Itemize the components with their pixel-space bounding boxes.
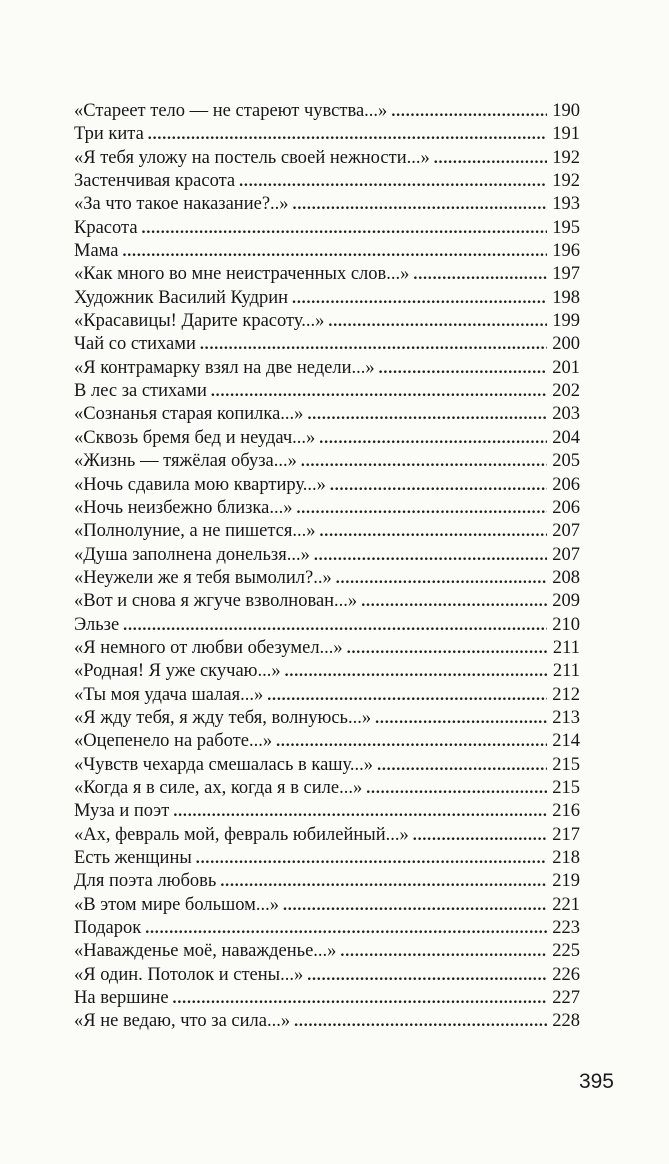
toc-entry-title: «Я контрамарку взял на две недели...» [74, 357, 375, 378]
toc-entry-title: Чай со стихами [74, 334, 196, 355]
toc-entry [74, 637, 580, 660]
toc-entry [74, 357, 580, 380]
toc-entry [74, 427, 580, 450]
toc-entry [74, 474, 580, 497]
page-number: 395 [578, 1070, 614, 1093]
toc-entry-page: 226 [552, 964, 580, 985]
toc-entry-page: 193 [552, 194, 580, 215]
dot-leader [336, 567, 547, 590]
toc-entry-page: 207 [552, 521, 580, 542]
dot-leader [294, 1010, 547, 1033]
toc-entry-page: 211 [552, 637, 580, 658]
toc-entry [74, 614, 580, 637]
dot-leader [391, 100, 547, 123]
toc-entry [74, 1010, 580, 1033]
toc-entry-page: 196 [552, 241, 580, 262]
dot-leader [330, 474, 547, 497]
dot-leader [413, 263, 547, 286]
toc-entry-title: «Красавицы! Дарите красоту...» [74, 311, 325, 332]
dot-leader [173, 800, 547, 823]
toc-entry-title: «Вот и снова я жгуче взволнован...» [74, 591, 358, 612]
toc-entry-title: Красота [74, 217, 138, 238]
toc-entry-page: 208 [552, 567, 580, 588]
toc-entry-title: «Родная! Я уже скучаю...» [74, 661, 281, 682]
toc-entry-page: 192 [552, 171, 580, 192]
toc-entry [74, 287, 580, 310]
toc-entry-title: Три кита [74, 124, 144, 145]
toc-entry-title: «Душа заполнена донельзя...» [74, 544, 310, 565]
toc-entry [74, 754, 580, 777]
toc-entry-title: «Когда я в силе, ах, когда я в силе...» [74, 777, 363, 798]
toc-entry [74, 380, 580, 403]
dot-leader [239, 170, 547, 193]
dot-leader [307, 964, 547, 987]
toc-entry-page: 201 [552, 357, 580, 378]
toc-entry-page: 211 [552, 661, 580, 682]
toc-entry-title: В лес за стихами [74, 381, 207, 402]
toc-entry [74, 940, 580, 963]
toc-entry-title: «Я жду тебя, я жду тебя, волнуюсь...» [74, 707, 372, 728]
toc-entry [74, 403, 580, 426]
dot-leader [314, 544, 547, 567]
toc-entry [74, 707, 580, 730]
dot-leader [307, 403, 547, 426]
toc-entry-title: «Жизнь — тяжёлая обуза...» [74, 451, 297, 472]
dot-leader [366, 777, 547, 800]
toc-entry [74, 100, 580, 123]
dot-leader [148, 123, 547, 146]
toc-entry [74, 240, 580, 263]
toc-entry-page: 215 [552, 754, 580, 775]
dot-leader [276, 730, 547, 753]
toc-entry-title: «В этом мире большом...» [74, 894, 279, 915]
toc-entry-page: 209 [552, 591, 580, 612]
toc-entry-page: 200 [552, 334, 580, 355]
dot-leader [211, 380, 547, 403]
toc-entry-page: 228 [552, 1011, 580, 1032]
toc-entry-page: 204 [552, 427, 580, 448]
toc-entry-title: Подарок [74, 918, 142, 939]
toc-entry [74, 520, 580, 543]
toc-entry-title: Мама [74, 241, 119, 262]
dot-leader [375, 707, 547, 730]
dot-leader [320, 520, 548, 543]
toc-entry-title: «Стареет тело — не стареют чувства...» [74, 101, 388, 121]
toc-entry-title: Художник Василий Кудрин [74, 287, 289, 308]
toc-entry [74, 170, 580, 193]
dot-leader [173, 987, 547, 1010]
toc-entry [74, 310, 580, 333]
toc-entry-page: 198 [552, 287, 580, 308]
toc-entry-title: Есть женщины [74, 848, 192, 868]
toc-entry-title: «Чувств чехарда смешалась в кашу...» [74, 754, 374, 775]
toc-entry-page: 221 [552, 894, 580, 915]
toc-entry-page: 217 [552, 824, 580, 845]
toc-entry-title: «Неужели же я тебя вымолил?..» [74, 567, 332, 588]
dot-leader [122, 240, 547, 263]
table-of-contents [74, 100, 580, 1034]
toc-entry-title: «Наважденье моё, наважденье...» [74, 941, 337, 962]
toc-entry-page: 206 [552, 497, 580, 518]
toc-entry-page: 197 [552, 264, 580, 285]
toc-entry [74, 217, 580, 240]
toc-entry [74, 497, 580, 520]
dot-leader [301, 450, 547, 473]
toc-entry [74, 777, 580, 800]
dot-leader [340, 940, 547, 963]
toc-entry-title: Застенчивая красота [74, 171, 236, 192]
toc-entry-page: 213 [552, 707, 580, 728]
toc-entry-page: 214 [552, 731, 580, 752]
toc-entry [74, 917, 580, 940]
toc-entry-page: 205 [552, 451, 580, 472]
dot-leader [347, 637, 547, 660]
toc-entry [74, 147, 580, 170]
toc-entry [74, 964, 580, 987]
dot-leader [319, 427, 547, 450]
toc-entry-title: «Я немного от любви обезумел...» [74, 637, 343, 658]
toc-entry [74, 730, 580, 753]
toc-entry-title: «Ах, февраль мой, февраль юбилейный...» [74, 824, 409, 845]
dot-leader [413, 824, 547, 847]
dot-leader [200, 333, 547, 356]
toc-entry-title: «Как много во мне неистраченных слов...» [74, 264, 410, 285]
toc-entry [74, 684, 580, 707]
toc-entry [74, 894, 580, 917]
dot-leader [220, 870, 547, 893]
toc-entry-title: Муза и поэт [74, 801, 170, 822]
dot-leader [296, 497, 547, 520]
toc-entry-page: 191 [552, 124, 580, 145]
toc-entry-title: «Я не ведаю, что за сила...» [74, 1011, 291, 1032]
dot-leader [145, 917, 547, 940]
toc-entry-page: 212 [552, 684, 580, 705]
toc-entry [74, 450, 580, 473]
toc-entry [74, 800, 580, 823]
dot-leader [379, 357, 547, 380]
dot-leader [283, 894, 547, 917]
toc-entry-title: «Ночь неизбежно близка...» [74, 497, 293, 518]
toc-entry [74, 123, 580, 146]
dot-leader [377, 754, 547, 777]
toc-entry-title: «Я один. Потолок и стены...» [74, 964, 304, 985]
toc-entry-title: Для поэта любовь [74, 871, 217, 892]
toc-entry [74, 263, 580, 286]
dot-leader [267, 684, 547, 707]
toc-entry-title: «Сознанья старая копилка...» [74, 404, 304, 425]
toc-entry [74, 847, 580, 870]
toc-entry-page: 190 [552, 101, 580, 121]
toc-entry-page: 199 [552, 311, 580, 332]
toc-entry [74, 333, 580, 356]
toc-entry-title: Эльзе [74, 614, 120, 635]
toc-entry-title: «Оцепенело на работе...» [74, 731, 273, 752]
toc-entry [74, 870, 580, 893]
toc-entry-title: «За что такое наказание?..» [74, 194, 289, 215]
toc-entry-page: 210 [552, 614, 580, 635]
toc-entry-title: «Ты моя удача шалая...» [74, 684, 264, 705]
toc-entry-page: 203 [552, 404, 580, 425]
toc-entry-page: 219 [552, 871, 580, 892]
toc-entry [74, 567, 580, 590]
toc-entry-title: На вершине [74, 988, 169, 1009]
toc-entry-page: 202 [552, 381, 580, 402]
toc-entry-page: 206 [552, 474, 580, 495]
toc-entry-page: 195 [552, 217, 580, 238]
dot-leader [292, 287, 547, 310]
toc-entry [74, 544, 580, 567]
toc-entry-title: «Я тебя уложу на постель своей нежности...» [74, 147, 430, 168]
toc-entry [74, 824, 580, 847]
toc-entry-title: «Сквозь бремя бед и неудач...» [74, 427, 316, 448]
dot-leader [123, 614, 547, 637]
toc-entry-page: 192 [552, 147, 580, 168]
dot-leader [285, 660, 547, 683]
dot-leader [142, 217, 547, 240]
toc-entry-page: 223 [552, 918, 580, 939]
toc-entry-page: 227 [552, 988, 580, 1009]
dot-leader [293, 193, 547, 216]
toc-entry [74, 660, 580, 683]
toc-entry-page: 215 [552, 777, 580, 798]
toc-entry-page: 216 [552, 801, 580, 822]
dot-leader [361, 590, 547, 613]
toc-entry [74, 987, 580, 1010]
toc-entry [74, 193, 580, 216]
dot-leader [196, 847, 547, 870]
toc-entry [74, 590, 580, 613]
toc-entry-title: «Ночь сдавила мою квартиру...» [74, 474, 326, 495]
toc-entry-page: 225 [552, 941, 580, 962]
toc-entry-page: 218 [552, 848, 580, 868]
dot-leader [434, 147, 547, 170]
dot-leader [328, 310, 547, 333]
toc-entry-page: 207 [552, 544, 580, 565]
toc-entry-title: «Полнолуние, а не пишется...» [74, 521, 316, 542]
